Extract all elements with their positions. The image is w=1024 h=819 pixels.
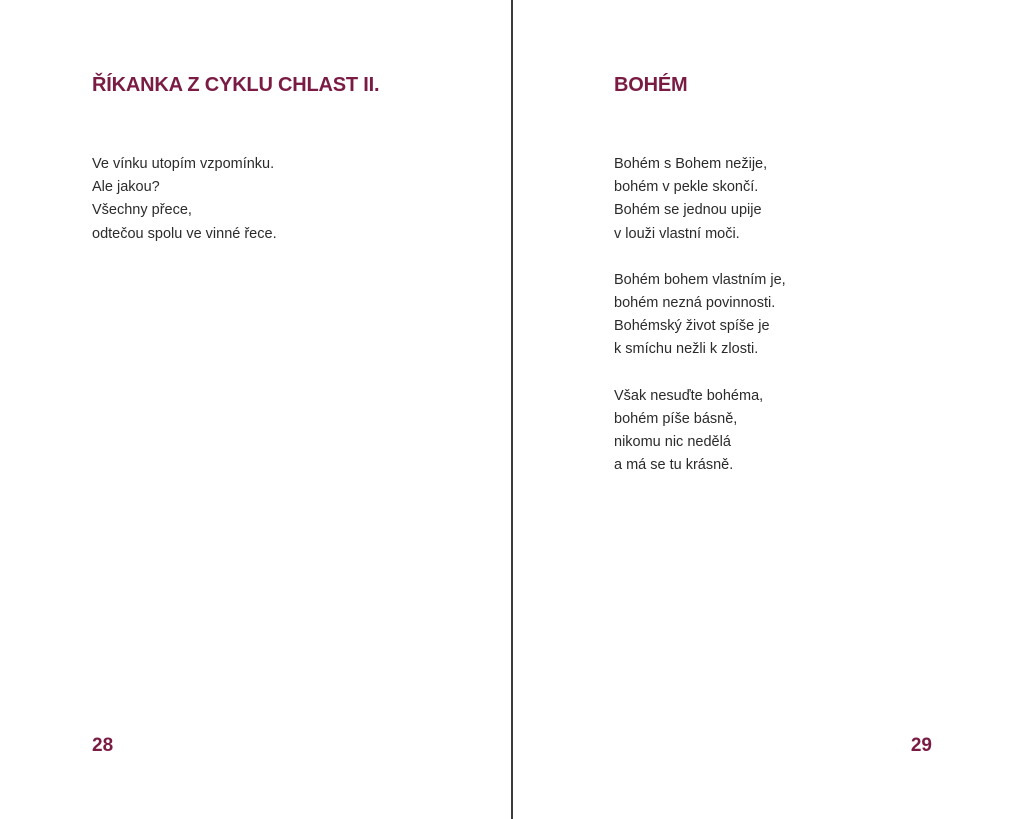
stanza — [614, 269, 786, 362]
poem-line: Bohém se jednou upije — [614, 202, 762, 219]
poem-line: nikomu nic nedělá — [614, 434, 731, 451]
poem-title: BOHÉM — [614, 74, 688, 96]
poem-line: Ale jakou? — [92, 179, 160, 196]
poem-line: bohém píše básně, — [614, 410, 738, 427]
left-page — [0, 0, 511, 819]
poem-title: ŘÍKANKA Z CYKLU CHLAST II. — [92, 74, 380, 96]
poem-body — [92, 153, 277, 269]
poem-line: v louži vlastní moči. — [614, 225, 740, 242]
poem-body — [614, 153, 786, 500]
poem-line: odtečou spolu ve vinné řece. — [92, 225, 277, 242]
page-number: 28 — [92, 735, 114, 756]
poem-line: Všechny přece, — [92, 202, 192, 219]
poem-line: Však nesuďte bohéma, — [614, 387, 764, 404]
stanza — [92, 153, 277, 246]
poem-line: Bohémský život spíše je — [614, 318, 770, 335]
poem-line: Bohém s Bohem nežije, — [614, 156, 768, 172]
page-number: 29 — [910, 735, 932, 756]
stanza — [614, 385, 786, 478]
poem-line: k smíchu nežli k zlosti. — [614, 341, 759, 358]
stanza — [614, 153, 786, 246]
poem-line: a má se tu krásně. — [614, 457, 734, 474]
poem-line: Ve vínku utopím vzpomínku. — [92, 156, 275, 172]
poem-line: bohém nezná povinnosti. — [614, 295, 776, 312]
right-page — [513, 0, 1024, 819]
poem-line: bohém v pekle skončí. — [614, 179, 759, 196]
poem-line: Bohém bohem vlastním je, — [614, 271, 786, 288]
